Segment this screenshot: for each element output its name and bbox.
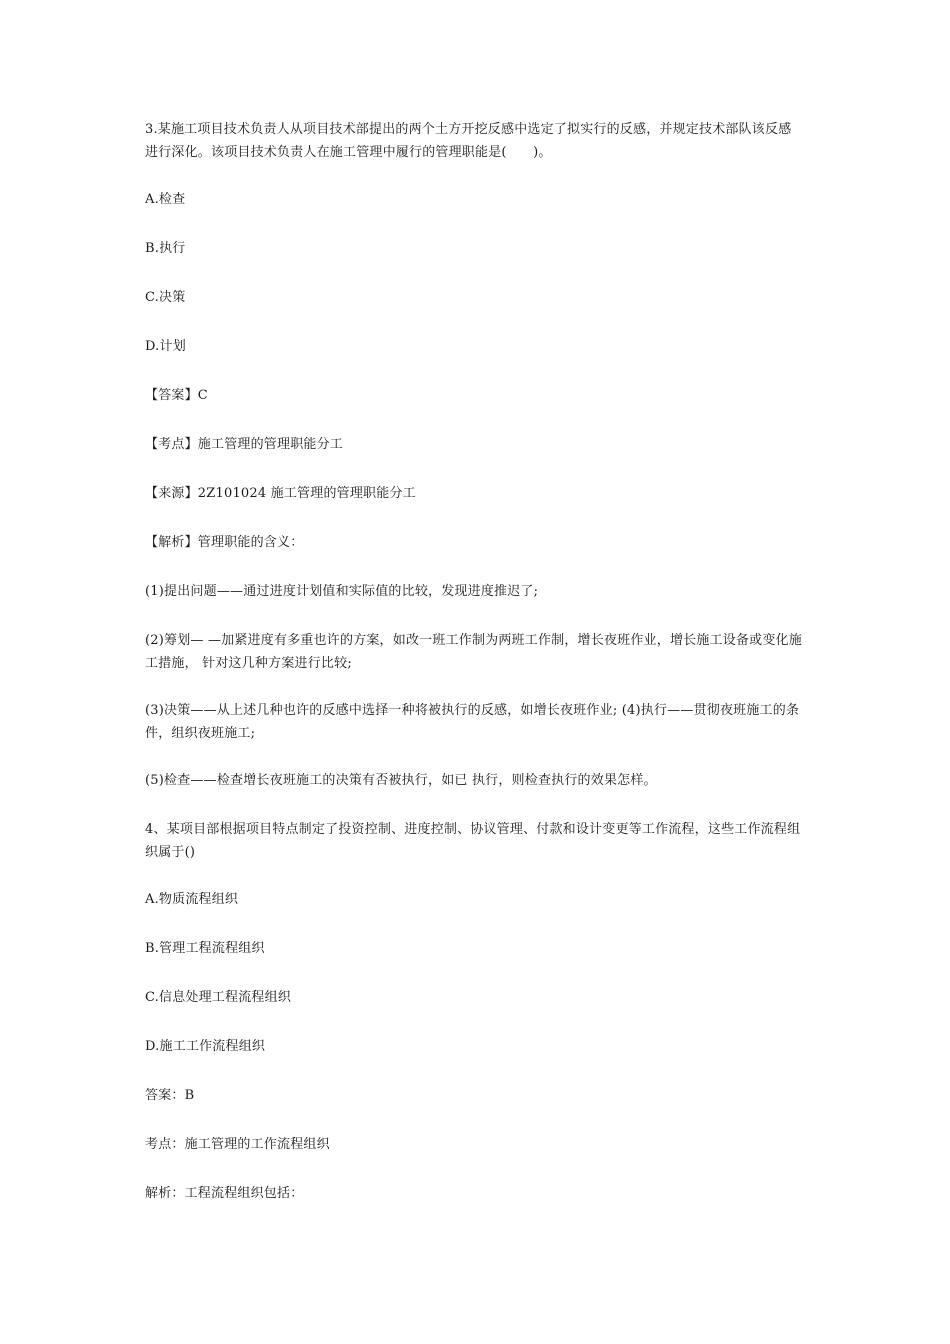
q4-option-c: C.信息处理工程流程组织 <box>145 990 292 1005</box>
q3-option-d: D.计划 <box>145 339 186 354</box>
q4-analysis-title: 解析：工程流程组织包括： <box>145 1186 304 1201</box>
q3-source: 【来源】2Z101024 施工管理的管理职能分工 <box>145 486 416 501</box>
q3-analysis-1: (1)提出问题——通过进度计划值和实际值的比较，发现进度推迟了; <box>145 584 539 599</box>
q3-analysis-3: (3)决策——从上述几种也许的反感中选择一种将被执行的反感，如增长夜班作业; (4)执行——贯彻夜班施工的条件，组织夜班施工; <box>145 703 800 741</box>
q3-point: 【考点】施工管理的管理职能分工 <box>145 437 344 452</box>
q4-answer: 答案：B <box>145 1088 195 1103</box>
q4-option-a: A.物质流程组织 <box>145 892 239 907</box>
q4-point: 考点：施工管理的工作流程组织 <box>145 1137 330 1152</box>
q3-answer: 【答案】C <box>145 388 208 403</box>
q3-analysis-2: (2)筹划— —加紧进度有多重也许的方案，如改一班工作制为两班工作制，增长夜班作业，增长施工设备或变化施工措施， 针对这几种方案进行比较; <box>145 633 802 671</box>
q3-option-a: A.检查 <box>145 192 186 207</box>
q4-option-b: B.管理工程流程组织 <box>145 941 265 956</box>
q3-analysis-title: 【解析】管理职能的含义： <box>145 535 304 550</box>
q3-stem: 3.某施工项目技术负责人从项目技术部提出的两个土方开挖反感中选定了拟实行的反感，并规定技术部队该反感 进行深化。该项目技术负责人在施工管理中履行的管理职能是( )。 <box>145 122 792 160</box>
document-page <box>145 118 805 1231</box>
q3-option-c: C.决策 <box>145 290 186 305</box>
q3-analysis-5: (5)检查——检查增长夜班施工的决策有否被执行，如已 执行，则检查执行的效果怎样。 <box>145 773 657 788</box>
q4-option-d: D.施工工作流程组织 <box>145 1039 266 1054</box>
q3-option-b: B.执行 <box>145 241 186 256</box>
q4-stem: 4、某项目部根据项目特点制定了投资控制、进度控制、协议管理、付款和设计变更等工作流程，这些工作流程组织属于() <box>145 822 801 860</box>
